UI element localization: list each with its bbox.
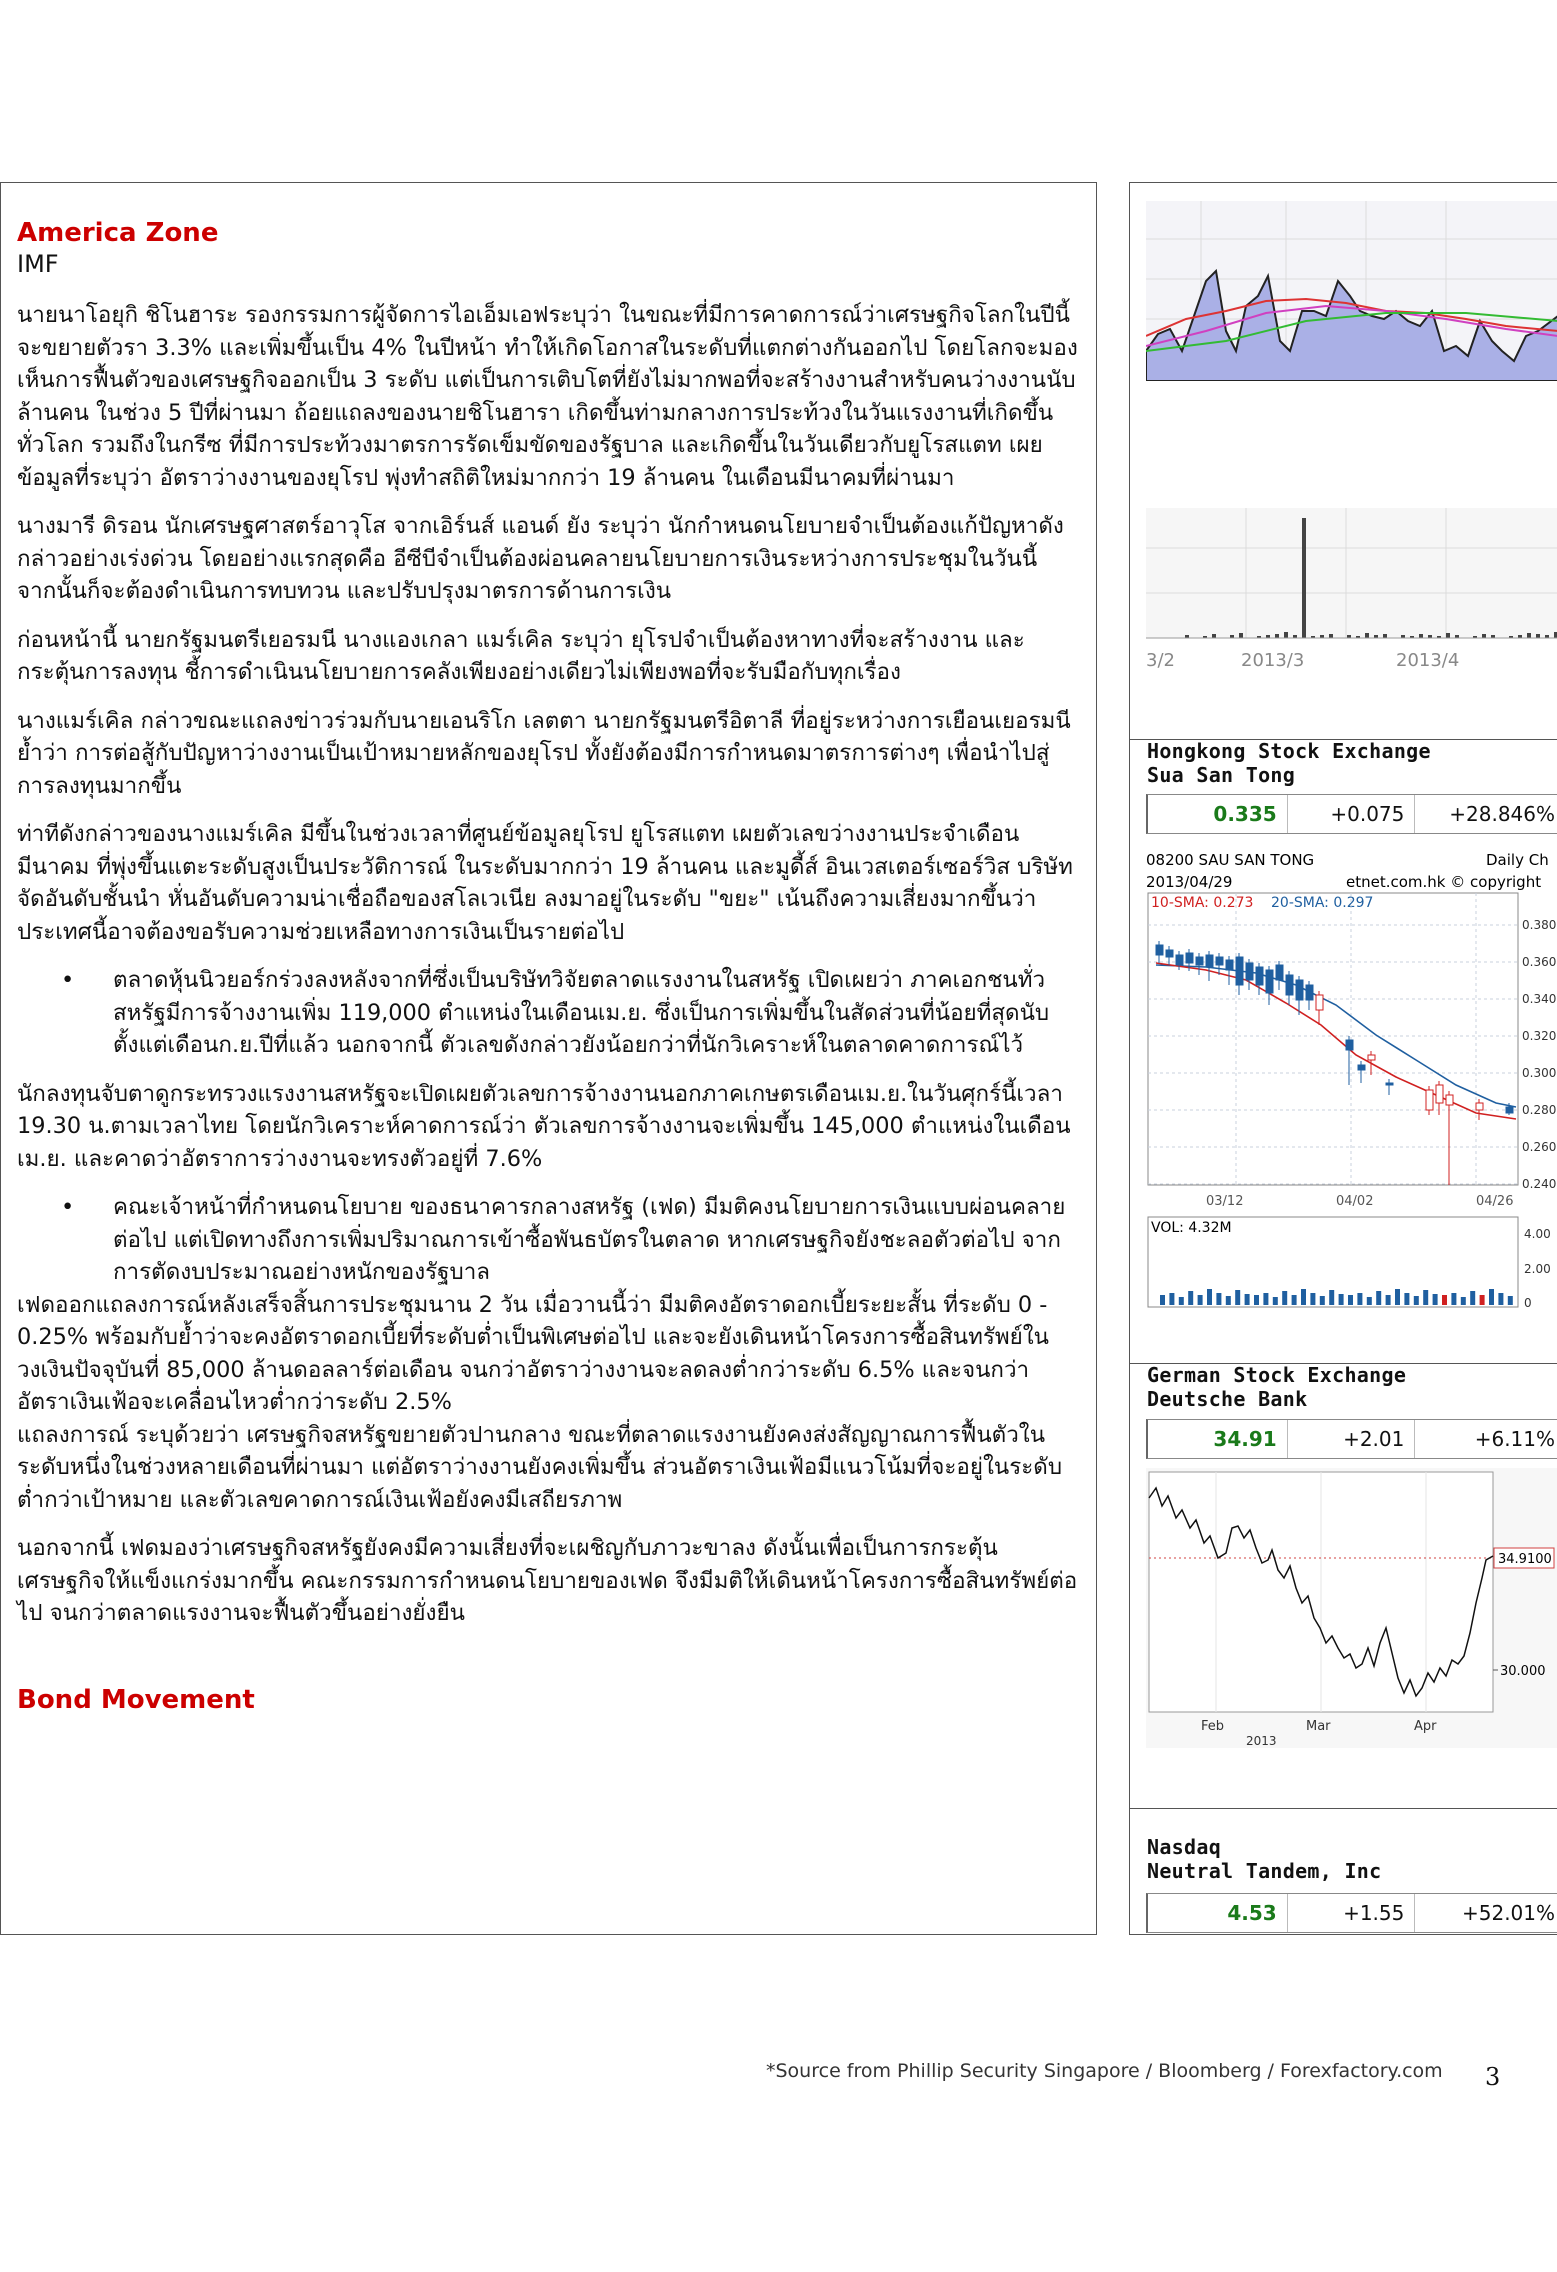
bullet-text: คณะเจ้าหน้าที่กำหนดนโยบาย ของธนาคารกลางสหรัฐ (เฟด) มีมติคงนโยบายการเงินแบบผ่อนคลายต่อไป แต่เปิดทางถึงการเพิ่มปริมาณการเข้าซื้อพันธบัตรในตลาด หากเศรษฐกิจยังชะลอตัวต่อไป จากการตัดงบประมาณอย่างหนักของรัฐบาล: [113, 1194, 1066, 1285]
volume-bar: [1482, 634, 1486, 638]
volume-bar: [1470, 1291, 1475, 1305]
volume-bar: [1451, 1293, 1456, 1305]
y-tick-label: 0.360: [1522, 955, 1557, 969]
volume-bar: [1226, 1296, 1231, 1305]
quote-change: +1.55: [1288, 1894, 1416, 1932]
candle-body: [1166, 950, 1173, 957]
volume-bar: [1433, 1294, 1438, 1305]
volume-bar: [1310, 1293, 1315, 1305]
candle-body: [1226, 960, 1233, 970]
volume-bar: [1179, 1297, 1184, 1305]
bullet-item-stocks: [17, 964, 1078, 1062]
volume-bar: [1329, 1290, 1334, 1305]
candle-body: [1368, 1055, 1375, 1060]
market-panel: [1129, 182, 1557, 1935]
volume-bar: [1404, 1293, 1409, 1305]
x-tick-label: 3/2: [1146, 650, 1175, 671]
candle-body: [1286, 975, 1293, 995]
chart-lower-band: [1146, 381, 1557, 501]
chart-header-right: Daily Ch: [1486, 851, 1549, 869]
volume-y-tick: 0: [1524, 1296, 1532, 1310]
volume-bar: [1365, 633, 1369, 638]
top-volume-chart: [1146, 508, 1557, 683]
exchange-name-nasdaq: Nasdaq: [1147, 1835, 1222, 1859]
volume-label: VOL: 4.32M: [1151, 1220, 1232, 1236]
candle-body: [1426, 1090, 1433, 1110]
volume-bar: [1301, 1289, 1306, 1305]
paragraph-fed-outlook: นอกจากนี้ เฟดมองว่าเศรษฐกิจสหรัฐยังคงมีความเสี่ยงที่จะเผชิญกับภาวะขาลง ดังนั้นเพื่อเป็นการกระตุ้นเศรษฐกิจให้แข็งแกร่งมากขึ้น คณะกรรมการกำหนดนโยบายของเฟด จึงมีมติให้เดินหน้าโครงการซื้อสินทรัพย์ต่อไป จนกว่าตลาดแรงงานจะฟื้นตัวขึ้นอย่างยั่งยืน: [17, 1535, 1078, 1626]
y-tick-label: 0.280: [1522, 1103, 1557, 1117]
bullet-text: ตลาดหุ้นนิวยอร์กร่วงลงหลังจากที่ซึ่งเป็นบริษัทวิจัยตลาดแรงงานในสหรัฐ เปิดเผยว่า ภาคเอกชนทั่วสหรัฐมีการจ้างงานเพิ่ม 119,000 ตำแหน่งในเดือนเม.ย. ซึ่งเป็นการเพิ่มขึ้นในสัดส่วนที่น้อยที่สุดนับตั้งแต่เดือนก.ย.ปีที่แล้ว นอกจากนี้ ตัวเลขดังกล่าวยังน้อยกว่าที่นักวิเคราะห์ในตลาดคาดการณ์ไว้: [113, 967, 1050, 1058]
company-name-hongkong: Sua San Tong: [1147, 763, 1296, 787]
x-tick-label: 04/26: [1476, 1194, 1514, 1209]
volume-bar: [1284, 632, 1288, 638]
bond-movement-title: Bond Movement: [17, 1684, 255, 1715]
paragraph-fed-economy: แถลงการณ์ ระบุด้วยว่า เศรษฐกิจสหรัฐขยายตัวปานกลาง ขณะที่ตลาดแรงงานยังคงส่งสัญญาณการฟื้นตัวในระดับหนึ่งในช่วงหลายเดือนที่ผ่านมา แต่อัตราว่างงานยังคงเพิ่มขึ้น ส่วนอัตราเงินเฟ้อมีแนวโน้มที่จะอยู่ในระดับต่ำกว่าเป้าหมาย และตัวเลขคาดการณ์เงินเฟ้อยังคงมีเสถียรภาพ: [17, 1421, 1063, 1513]
volume-bar: [1498, 1293, 1503, 1305]
last-price-label: 34.9100: [1498, 1552, 1552, 1567]
volume-bar: [1489, 1289, 1494, 1305]
volume-bar: [1383, 634, 1387, 638]
candle-body: [1316, 995, 1323, 1010]
y-tick-label: 0.380: [1522, 918, 1557, 932]
volume-bar: [1207, 1289, 1212, 1305]
volume-bar: [1536, 634, 1540, 638]
paragraph-fed-statement: เฟดออกแถลงการณ์หลังเสร็จสิ้นการประชุมนาน 2 วัน เมื่อวานนี้ว่า มีมติคงอัตราดอกเบี้ยระยะสั้น ที่ระดับ 0 - 0.25% พร้อมกับย้ำว่าจะคงอัตราดอกเบี้ยที่ระดับต่ำเป็นพิเศษต่อไป และจะยังเดินหน้าโครงการซื้อสินทรัพย์ในวงเงินปัจจุบันที่ 85,000 ล้านดอลลาร์ต่อเดือน จนกว่าอัตราว่างงานจะลดลงต่ำกว่าระดับ 6.5% และจนกว่าอัตราเงินเฟ้อจะเคลื่อนไหวต่ำกว่าระดับ 2.5%: [17, 1291, 1049, 1415]
volume-bar: [1446, 633, 1450, 638]
paragraph-diron: นางมารี ดิรอน นักเศรษฐศาสตร์อาวุโส จากเอิร์นส์ แอนด์ ยัง ระบุว่า นักกำหนดนโยบายจำเป็นต้องแก้ปัญหาดังกล่าวอย่างเร่งด่วน โดยอย่างแรกสุดคือ อีซีบีจำเป็นต้องผ่อนคลายนโยบายการเงินระหว่างการประชุมในวันนี้ จากนั้นก็จะต้องดำเนินการทบทวน และปรับปรุงมาตรการด้านการเงิน: [17, 513, 1064, 604]
x-tick-label: Apr: [1414, 1719, 1437, 1734]
candle-body: [1358, 1065, 1365, 1070]
x-tick-label: 2013/3: [1241, 650, 1305, 671]
candle-y-ticks: [1522, 918, 1556, 1191]
bullet-dot: [17, 1191, 113, 1289]
volume-bar: [1320, 1296, 1325, 1305]
candle-body: [1176, 955, 1183, 965]
paragraph-merkel-2: นางแมร์เคิล กล่าวขณะแถลงข่าวร่วมกับนายเอนริโก เลตตา นายกรัฐมนตรีอิตาลี ที่อยู่ระหว่างการเยือนเยอรมนี ย้ำว่า การต่อสู้กับปัญหาว่างงานเป็นเป้าหมายหลักของยุโรป ทั้งยังต้องมีการกำหนดมาตรการต่างๆ เพื่อนำไปสู่การลงทุนมากขึ้น: [17, 707, 1071, 799]
candle-body: [1156, 945, 1163, 955]
volume-bar: [1357, 1293, 1362, 1305]
volume-bar: [1273, 1297, 1278, 1305]
volume-bar: [1245, 1294, 1250, 1305]
volume-bar: [1480, 1295, 1485, 1305]
candle-body: [1346, 1040, 1353, 1050]
paragraph-eurostat: ท่าทีดังกล่าวของนางแมร์เคิล มีขึ้นในช่วงเวลาที่ศูนย์ข้อมูลยุโรป ยูโรสแตท เผยตัวเลขว่างงานประจำเดือนมีนาคม ที่พุ่งขึ้นแตะระดับสูงเป็นประวัติการณ์ ในระดับมากกว่า 19 ล้านคน และมูดี้ส์ อินเวสเตอร์เซอร์วิส บริษัทจัดอันดับชั้นนำ หั่นอันดับความน่าเชื่อถือของสโลเวเนีย ลงมาอยู่ในระดับ "ขยะ" เน้นถึงความเสี่ยงมากขึ้นว่า ประเทศนี้อาจต้องขอรับความช่วยเหลือทางการเงินเป็นรายต่อไป: [17, 821, 1073, 945]
candle-body: [1436, 1085, 1443, 1103]
german-line-chart: [1146, 1468, 1557, 1748]
y-tick-label: 30.000: [1500, 1664, 1546, 1679]
paragraph-payrolls: นักลงทุนจับตาดูกระทรวงแรงงานสหรัฐจะเปิดเผยตัวเลขการจ้างงานนอกภาคเกษตรเดือนเม.ย.ในวันศุกร์นี้เวลา 19.30 น.ตามเวลาไทย โดยนักวิเคราะห์คาดการณ์ว่า ตัวเลขการจ้างงานจะเพิ่มขึ้น 145,000 ตำแหน่งในเดือนเม.ย. และคาดว่าอัตราการว่างงานจะทรงตัวอยู่ที่ 7.6%: [17, 1080, 1071, 1172]
volume-bar: [1508, 1296, 1513, 1305]
volume-y-tick: 2.00: [1524, 1262, 1551, 1276]
candle-body: [1196, 957, 1203, 965]
paragraph-imf: นายนาโอยุกิ ชิโนฮาระ รองกรรมการผู้จัดการไอเอ็มเอฟระบุว่า ในขณะที่มีการคาดการณ์ว่าเศรษฐกิจโลกในปีนี้ จะขยายตัวรา 3.3% และเพิ่มขึ้นเป็น 4% ในปีหน้า ทำให้เกิดโอกาสในระดับที่แตกต่างกันออกไป โดยโลกจะมองเห็นการฟื้นตัวของเศรษฐกิจออกเป็น 3 ระดับ แต่เป็นการเติบโตที่ยังไม่มากพอที่จะสร้างงานสำหรับคนว่างงานนับล้านคน ในช่วง 5 ปีที่ผ่านมา ถ้อยแถลงของนายชิโนฮารา เกิดขึ้นท่ามกลางการประท้วงในวันแรงงานที่เกิดขึ้นทั่วโลก รวมถึงในกรีซ ที่มีการประท้วงมาตรการรัดเข็มขัดของรัฐบาล และเกิดขึ้นในวันเดียวกับยูโรสแตท เผยข้อมูลที่ระบุว่า อัตราว่างงานของยุโรป พุ่งทำสถิติใหม่มากกว่า 19 ล้านคน ในเดือนมีนาคมที่ผ่านมา: [17, 302, 1078, 491]
sma10-label: 10-SMA: 0.273: [1151, 895, 1254, 911]
section-divider: [1130, 1808, 1557, 1809]
candle-body: [1386, 1083, 1393, 1085]
volume-bar: [1188, 1291, 1193, 1305]
candle-body: [1246, 963, 1253, 980]
x-tick-label: Mar: [1306, 1719, 1331, 1734]
y-tick-label: 0.240: [1522, 1177, 1557, 1191]
y-tick-label: 0.340: [1522, 992, 1557, 1006]
exchange-name-german: German Stock Exchange: [1147, 1363, 1407, 1387]
volume-bar: [1212, 634, 1216, 638]
volume-bar: [1419, 634, 1423, 638]
quote-row-nasdaq: [1146, 1893, 1557, 1933]
volume-y-tick: 4.00: [1524, 1227, 1551, 1241]
quote-price: 34.91: [1148, 1420, 1288, 1458]
volume-bar: [1292, 1295, 1297, 1305]
x-tick-label: 2013/4: [1396, 650, 1460, 671]
quote-row-german: [1146, 1419, 1557, 1459]
y-tick-label: 0.300: [1522, 1066, 1557, 1080]
volume-bar: [1160, 1295, 1165, 1305]
volume-bar: [1198, 1295, 1203, 1305]
volume-bar: [1367, 1297, 1372, 1305]
candle-body: [1296, 980, 1303, 1000]
candle-body: [1216, 957, 1223, 965]
volume-bar: [1263, 1293, 1268, 1305]
volume-bar: [1329, 634, 1333, 638]
candle-body: [1206, 955, 1213, 967]
candle-plot-area: [1148, 893, 1518, 1185]
candle-body: [1186, 953, 1193, 963]
quote-change: +0.075: [1288, 795, 1416, 833]
quote-percent: +6.11%: [1474, 1427, 1556, 1451]
year-label: 2013: [1246, 1734, 1277, 1748]
volume-bar: [1169, 1293, 1174, 1305]
exchange-name-hongkong: Hongkong Stock Exchange: [1147, 739, 1431, 763]
volume-bar: [1216, 1293, 1221, 1305]
y-tick-label: 0.260: [1522, 1140, 1557, 1154]
volume-bar: [1414, 1296, 1419, 1305]
paragraph-merkel-1: ก่อนหน้านี้ นายกรัฐมนตรีเยอรมนี นางแองเกลา แมร์เคิล ระบุว่า ยุโรปจำเป็นต้องหาทางที่จะสร้างงาน และกระตุ้นการลงทุน ชี้การดำเนินนโยบายการคลังเพียงอย่างเดียวไม่เพียงพอที่จะรับมือกับทุกเรื่อง: [17, 626, 1025, 685]
x-tick-label: 03/12: [1206, 1194, 1244, 1209]
quote-row-hongkong: [1146, 794, 1557, 834]
page-number: 3: [1485, 2063, 1501, 2091]
volume-bar: [1376, 1291, 1381, 1305]
candle-body: [1256, 967, 1263, 985]
candle-body: [1236, 957, 1243, 985]
volume-bar: [1461, 1297, 1466, 1305]
quote-price: 4.53: [1148, 1894, 1288, 1932]
quote-percent: +52.01%: [1461, 1901, 1556, 1925]
candle-body: [1506, 1107, 1513, 1113]
candle-body: [1446, 1095, 1453, 1105]
candle-body: [1476, 1103, 1483, 1110]
volume-bar: [1386, 1295, 1391, 1305]
quote-percent: +28.846%: [1449, 802, 1556, 826]
volume-bar: [1254, 1295, 1259, 1305]
section-subtitle: IMF: [17, 250, 59, 278]
candle-body: [1276, 965, 1283, 980]
chart-date: 2013/04/29: [1146, 873, 1233, 891]
bullet-dot: [17, 964, 113, 1062]
company-name-german: Deutsche Bank: [1147, 1387, 1308, 1411]
top-price-chart: [1146, 201, 1557, 501]
volume-bar: [1442, 1295, 1447, 1305]
section-title: America Zone: [17, 218, 219, 248]
x-tick-label: Feb: [1201, 1719, 1225, 1734]
volume-bar: [1239, 633, 1243, 638]
footer-source: *Source from Phillip Security Singapore / Bloomberg / Forexfactory.com: [766, 2060, 1443, 2082]
volume-bar: [1527, 633, 1531, 638]
volume-bar: [1395, 1289, 1400, 1305]
company-name-nasdaq: Neutral Tandem, Inc: [1147, 1859, 1382, 1883]
volume-bar: [1302, 518, 1306, 638]
volume-background: [1146, 508, 1557, 638]
y-tick-label: 0.320: [1522, 1029, 1557, 1043]
volume-bar: [1275, 634, 1279, 638]
sma20-label: 20-SMA: 0.297: [1271, 895, 1374, 911]
x-tick-label: 04/02: [1336, 1194, 1374, 1209]
article-panel: [0, 182, 1097, 1935]
volume-bar: [1282, 1291, 1287, 1305]
hongkong-candlestick-chart: [1146, 845, 1557, 1328]
quote-change: +2.01: [1288, 1420, 1416, 1458]
quote-price: 0.335: [1148, 795, 1288, 833]
chart-header-left: 08200 SAU SAN TONG: [1146, 851, 1315, 869]
bullet-item-fed: [17, 1191, 1078, 1289]
chart-source: etnet.com.hk © copyright: [1346, 873, 1542, 891]
candle-body: [1266, 970, 1273, 993]
volume-bar: [1423, 1290, 1428, 1305]
volume-bar: [1339, 1294, 1344, 1305]
candle-body: [1306, 985, 1313, 1000]
volume-bar: [1348, 1295, 1353, 1305]
volume-bar: [1235, 1290, 1240, 1305]
